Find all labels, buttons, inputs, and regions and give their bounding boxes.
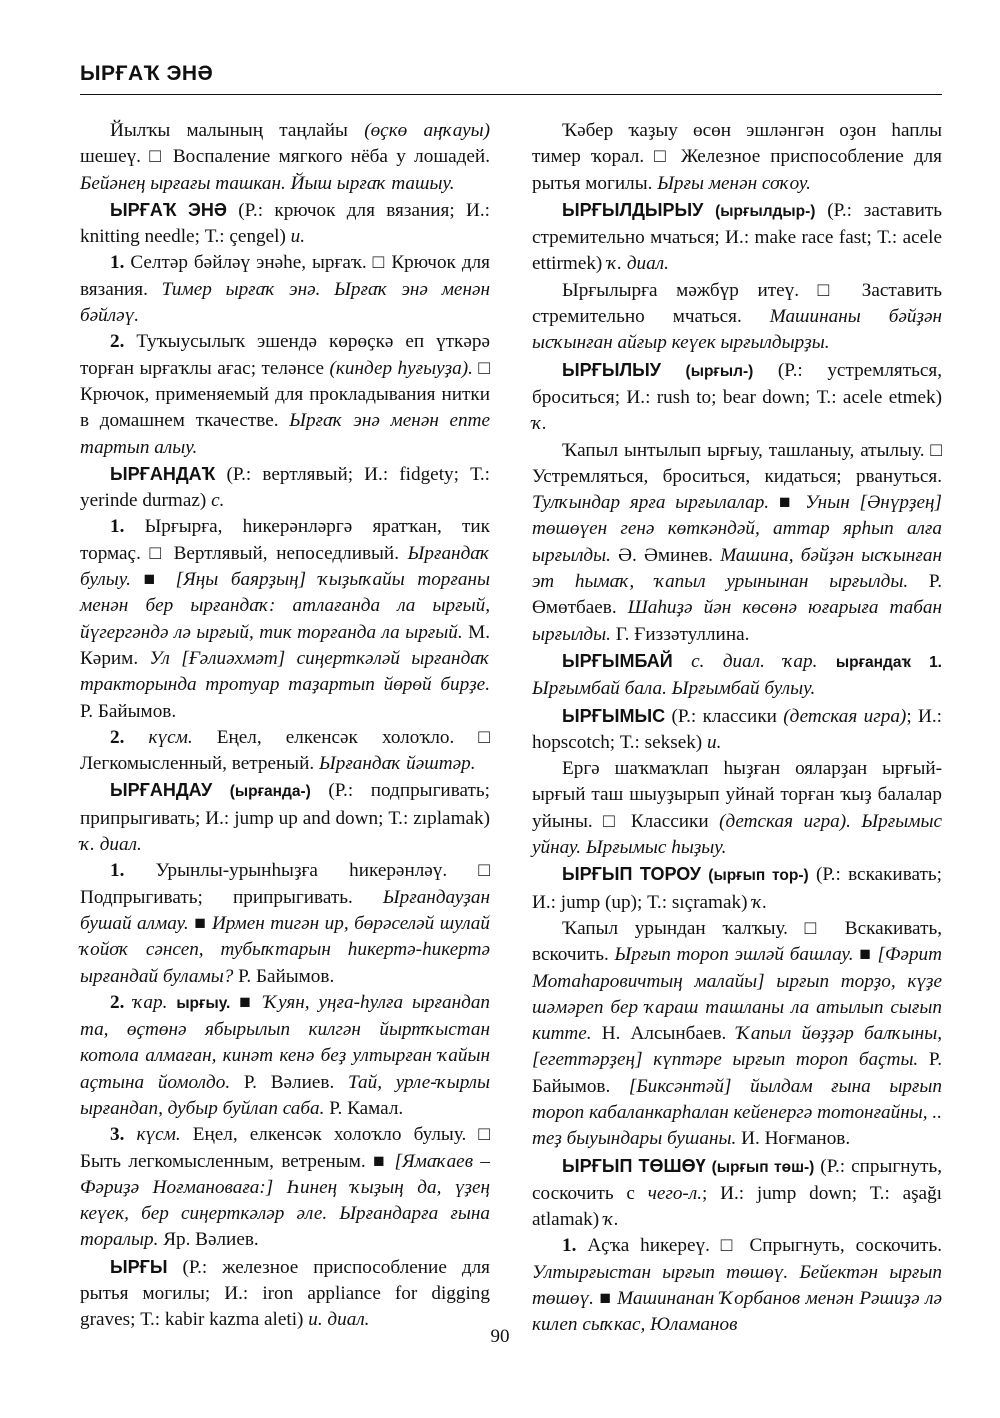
dictionary-paragraph: 1. Урынлы-урынһыҙға һикерәнләү. □ Подпрыгивать; припрыгивать. Ырғандауҙан бушай алмау. ■ Ирмен тигән ир, бөрәселәй шулай ҡойоҡ сәнсеп, тубыҡтарын һикертә-һикертә ырғандай буламы? Р. Байымов. <box>80 860 490 987</box>
dictionary-paragraph: Ергә шаҡмаҡлап һыҙған ояларҙан ырғый-ырғый таш шыуҙырып уйнай торған ҡыҙ балалар уйыны. □ Классики (детская игра). Ырғымыс уйнау. Ырғымыс һыҙыу. <box>532 758 942 859</box>
dictionary-paragraph: ЫРҒЫМБАЙ с. диал. ҡар. ырғандаҡ 1. Ырғымбай бала. Ырғымбай булыу. <box>532 650 942 700</box>
dictionary-paragraph: 3. күсм. Еңел, елкенсәк холоҡло булыу. □ Быть легкомысленным, ветреным. ■ [Ямаҡаев – Фәриҙә Ноғмановаға:] Һинең ҡыҙың да, үҙең кеүек, бер сиңерткәләр әле. Ырғандарға ғына торалыр. Яр. Вәлиев. <box>80 1124 490 1251</box>
running-header: ЫРҒАҠ ЭНӘ <box>80 62 214 85</box>
dictionary-paragraph: 1. Селтәр бәйләү энәһе, ырғаҡ. □ Крючок для вязания. Тимер ырғаҡ энә. Ырғаҡ энә менән бәйләү. <box>80 252 491 327</box>
header-rule <box>80 94 942 95</box>
dictionary-paragraph: 1. Аҫҡа һикереү. □ Спрыгнуть, соскочить. Ултырғыстан ырғып төшөү. Бейектән ырғып төшөү. ■ Машинанан Ҡорбанов менән Рәшиҙә лә килеп сыҡкас, Юламанов <box>532 1235 942 1336</box>
dictionary-paragraph: ЫРҒЫЛЫУ (ырғыл-) (Р.: устремляться, броситься; И.: rush to; bear down; Т.: acele etmek) ҡ. <box>532 359 942 435</box>
dictionary-paragraph: ЫРҒЫП ТОРОУ (ырғып тор-) (Р.: вскакивать; И.: jump (up); Т.: sıçramak) ҡ. <box>532 864 942 913</box>
dictionary-paragraph: ЫРҒЫМЫС (Р.: классики (детская игра); И.: hopscotch; Т.: seksek) и. <box>532 705 942 753</box>
dictionary-paragraph: ЫРҒЫ (Р.: железное приспособление для рытья могилы; И.: iron appliance for digging graves; Т.: kabir kazma aleti) и. диал. <box>80 1256 490 1331</box>
dictionary-paragraph: Ырғылырға мәжбүр итеү. □ Заставить стремительно мчаться. Машинаны бәйҙән ысҡынған айғыр кеүек ырғылдырҙы. <box>532 279 942 354</box>
dictionary-paragraph: Йылҡы малының таңлайы (өҫкө аңҡауы) шешеү. □ Воспаление мягкого нёба у лошадей. Бейәнең ырғағы ташкан. Йыш ырғаҡ ташыу. <box>80 120 490 194</box>
dictionary-paragraph: ЫРҒАҠ ЭНӘ (Р.: крючок для вязания; И.: knitting needle; Т.: çengel) и. <box>80 199 490 248</box>
dictionary-paragraph: 1. Ырғырға, һикерәнләргә яратҡан, тик тормаç. □ Вертлявый, непоседливый. Ырғандаҡ булыу. ■ [Яңы баярҙың] ҡыҙыҡайы торғаны менән бер ырғандаҡ: атлағанда ла ырғый, йүгергәндә лә ырғый, тик торғанда ла ырғый. М. Кәрим. Ул [Ғәлиәхмәт] сиңерткәләй ырғандаҡ тракторында тротуар таҙартып йөрөй бирҙе. Р. Байымов. <box>80 516 490 722</box>
dictionary-paragraph: 2. күсм. Еңел, елкенсәк холоҡло. □ Легкомысленный, ветреный. Ырғандаҡ йәштәр. <box>80 726 490 775</box>
left-column <box>80 118 490 1334</box>
page-number: 90 <box>490 1326 510 1347</box>
right-column <box>532 118 942 1339</box>
dictionary-paragraph: Ҡапыл урындан ҡалҡыу. □ Вскакивать, вскочить. Ырғып тороп эшләй башлау. ■ [Фәрит Мотаһаровичтың малайы] ырғып торҙо, күҙе шәмәреп бер ҡараш ташланы ла атылып сығып китте. Н. Алсынбаев. Ҡапыл йөҙҙәр балҡыны, [егеттәрҙең] күптәре ырғып тороп баҫты. Р. Байымов. [Биксәнтәй] йылдам ғына ырғып тороп кабаланкарһалан кейенергә тотонғайны, .. теҙ быуындары бушаны. И. Ноғманов. <box>532 917 942 1150</box>
dictionary-paragraph: 2. Туҡыусылыҡ эшендә көрөҫкә еп үткәрә торған ырғаҡлы ағас; теләнсе (киндер һуғыуҙа). □ Крючок, применяемый для прокладывания нитки в домашнем ткачестве. Ырғаҡ энә менән епте тартып алыу. <box>80 331 490 458</box>
dictionary-paragraph: ЫРҒЫЛДЫРЫУ (ырғылдыр-) (Р.: заставить стремительно мчаться; И.: make race fast; Т.: acele ettirmek) ҡ. диал. <box>532 199 942 275</box>
dictionary-paragraph: 2. ҡар. ырғыу. ■ Ҡуян, уңға-һулға ырғандап та, өҫтөнә ябырылып килгән йыртҡыстан котола алмаған, кинәт кенә беҙ ултырған ҡайын аҫтына йомолдо. Р. Вәлиев. Тай, урле-ҡырлы ырғандап, дубыр буйлап саба. Р. Камал. <box>80 991 491 1119</box>
dictionary-paragraph: ЫРҒЫП ТӨШӨҮ (ырғып төш-) (Р.: спрыгнуть, соскочить с чего-л.; И.: jump down; Т.: aşağı atlamak) ҡ. <box>532 1155 942 1231</box>
dictionary-paragraph: ЫРҒАНДАУ (ырғанда-) (Р.: подпрыгивать; припрыгивать; И.: jump up and down; Т.: zıplamak) ҡ. диал. <box>80 780 490 856</box>
dictionary-paragraph: Ҡәбер ҡаҙыу өсөн эшләнгән оҙон һаплы тимер ҡорал. □ Железное приспособление для рытья могилы. Ырғы менән соҡоу. <box>532 120 942 194</box>
dictionary-paragraph: Ҡапыл ынтылып ырғыу, ташланыу, атылыу. □ Устремляться, броситься, кидаться; рвануться. Тулҡындар ярға ырғылалар. ■ Унын [Әнүрҙең] төшөүен генә көткәндәй, аттар ярһып алға ырғылды. Ә. Әминев. Машина, бәйҙән ысҡынған эт һымаҡ, ҡапыл урынынан ырғылды. Р. Өмөтбаев. Шаһиҙә йән көсөнә юғарыға табан ырғылды. Г. Ғиззәтуллина. <box>532 439 942 645</box>
dictionary-paragraph: ЫРҒАНДАҠ (Р.: вертлявый; И.: fidgety; Т.: yerinde durmaz) с. <box>80 463 490 512</box>
